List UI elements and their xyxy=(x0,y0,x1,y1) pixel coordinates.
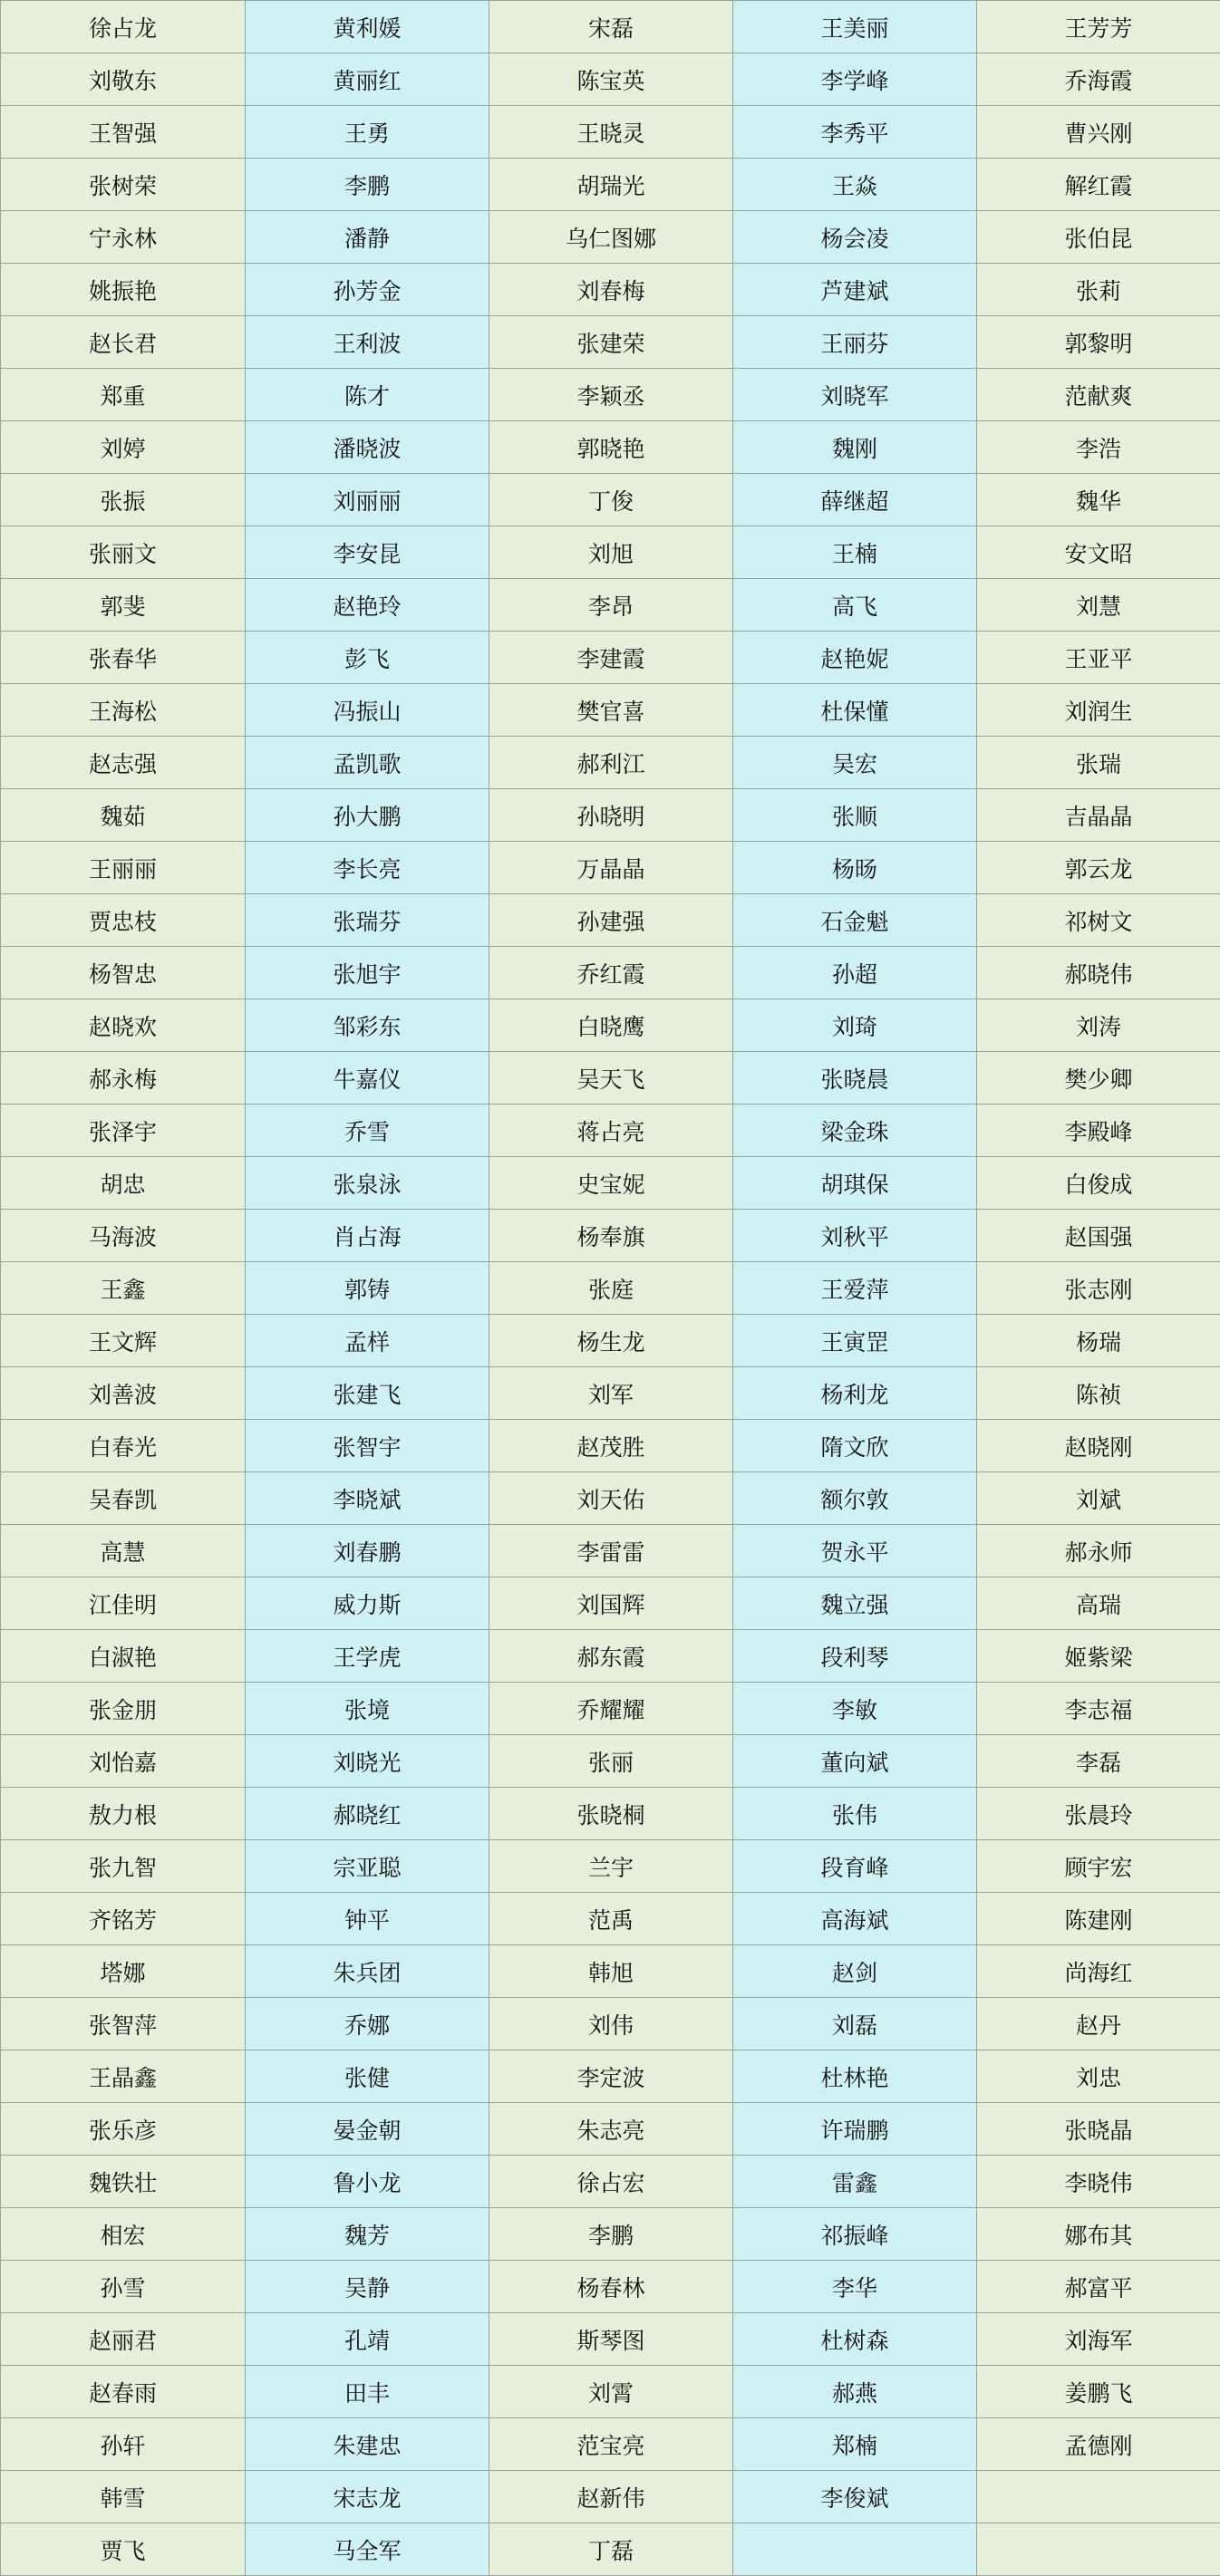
table-row xyxy=(1,1262,1220,1315)
table-row xyxy=(1,1840,1220,1893)
name-cell: 郭铸 xyxy=(246,1262,489,1315)
name-cell: 刘涛 xyxy=(977,999,1220,1052)
name-cell: 赵剑 xyxy=(733,1945,977,1998)
name-cell: 刘磊 xyxy=(733,1998,977,2050)
name-cell: 祁树文 xyxy=(977,894,1220,947)
name-cell: 刘怡嘉 xyxy=(1,1735,246,1788)
name-cell: 王寅罡 xyxy=(733,1315,977,1367)
name-cell: 郝利江 xyxy=(489,737,733,789)
name-cell: 安文昭 xyxy=(977,526,1220,579)
table-row xyxy=(1,2471,1220,2523)
table-row xyxy=(1,894,1220,947)
table-row xyxy=(1,1210,1220,1262)
table-row xyxy=(1,211,1220,264)
name-cell: 吴宏 xyxy=(733,737,977,789)
name-cell: 芦建斌 xyxy=(733,264,977,316)
name-cell: 王鑫 xyxy=(1,1262,246,1315)
name-cell: 李敏 xyxy=(733,1683,977,1735)
name-cell: 郑重 xyxy=(1,369,246,421)
name-cell: 彭飞 xyxy=(246,632,489,684)
name-cell: 张泉泳 xyxy=(246,1157,489,1210)
name-cell: 刘慧 xyxy=(977,579,1220,632)
name-cell: 张晓桐 xyxy=(489,1788,733,1840)
name-cell: 张莉 xyxy=(977,264,1220,316)
name-cell: 段利琴 xyxy=(733,1630,977,1683)
table-row xyxy=(1,316,1220,369)
name-cell: 张境 xyxy=(246,1683,489,1735)
name-cell: 隋文欣 xyxy=(733,1420,977,1472)
name-cell: 赵丹 xyxy=(977,1998,1220,2050)
name-cell: 高飞 xyxy=(733,579,977,632)
name-cell: 宗亚聪 xyxy=(246,1840,489,1893)
table-row xyxy=(1,264,1220,316)
name-cell: 陈才 xyxy=(246,369,489,421)
table-row xyxy=(1,474,1220,526)
name-cell: 赵晓欢 xyxy=(1,999,246,1052)
name-cell: 张丽 xyxy=(489,1735,733,1788)
name-cell: 张智宇 xyxy=(246,1420,489,1472)
name-cell: 赵国强 xyxy=(977,1210,1220,1262)
name-cell: 石金魁 xyxy=(733,894,977,947)
name-cell: 刘斌 xyxy=(977,1472,1220,1525)
name-cell: 吴静 xyxy=(246,2261,489,2313)
name-cell: 王勇 xyxy=(246,106,489,159)
name-cell: 张晓晶 xyxy=(977,2103,1220,2156)
name-cell: 李殿峰 xyxy=(977,1105,1220,1157)
name-cell: 李定波 xyxy=(489,2050,733,2103)
name-cell: 赵茂胜 xyxy=(489,1420,733,1472)
table-row xyxy=(1,1052,1220,1105)
table-row xyxy=(1,1472,1220,1525)
name-cell: 晏金朝 xyxy=(246,2103,489,2156)
name-cell: 李颖丞 xyxy=(489,369,733,421)
name-cell: 杨春林 xyxy=(489,2261,733,2313)
name-cell: 孔靖 xyxy=(246,2313,489,2366)
name-cell: 李鹏 xyxy=(489,2208,733,2261)
name-cell: 赵艳玲 xyxy=(246,579,489,632)
name-cell: 顾宇宏 xyxy=(977,1840,1220,1893)
name-cell: 范禹 xyxy=(489,1893,733,1945)
name-cell: 郝东霞 xyxy=(489,1630,733,1683)
name-cell: 胡琪保 xyxy=(733,1157,977,1210)
name-cell: 张旭宇 xyxy=(246,947,489,999)
table-row xyxy=(1,2050,1220,2103)
name-cell: 白晓鹰 xyxy=(489,999,733,1052)
name-cell: 白俊成 xyxy=(977,1157,1220,1210)
name-cell: 史宝妮 xyxy=(489,1157,733,1210)
table-row xyxy=(1,159,1220,211)
table-row xyxy=(1,2208,1220,2261)
name-cell: 斯琴图 xyxy=(489,2313,733,2366)
name-cell: 张建飞 xyxy=(246,1367,489,1420)
name-cell: 乌仁图娜 xyxy=(489,211,733,264)
name-cell: 魏芳 xyxy=(246,2208,489,2261)
name-cell: 张泽宇 xyxy=(1,1105,246,1157)
table-row xyxy=(1,2261,1220,2313)
name-cell: 黄利媛 xyxy=(246,1,489,53)
name-cell: 李秀平 xyxy=(733,106,977,159)
name-cell xyxy=(977,2471,1220,2523)
name-cell: 郭晓艳 xyxy=(489,421,733,474)
name-cell: 张瑞 xyxy=(977,737,1220,789)
name-cell xyxy=(977,2523,1220,2576)
name-cell: 贺永平 xyxy=(733,1525,977,1577)
table-row xyxy=(1,1893,1220,1945)
name-cell: 李鹏 xyxy=(246,159,489,211)
name-cell: 郝永师 xyxy=(977,1525,1220,1577)
name-cell: 李华 xyxy=(733,2261,977,2313)
name-cell: 孟德刚 xyxy=(977,2418,1220,2471)
name-cell: 王海松 xyxy=(1,684,246,737)
table-row xyxy=(1,789,1220,842)
name-cell: 徐占龙 xyxy=(1,1,246,53)
name-table-body xyxy=(1,1,1220,2576)
name-cell: 刘霄 xyxy=(489,2366,733,2418)
name-cell: 许瑞鹏 xyxy=(733,2103,977,2156)
table-row xyxy=(1,1105,1220,1157)
table-row xyxy=(1,2103,1220,2156)
name-cell: 杨瑞 xyxy=(977,1315,1220,1367)
name-cell: 万晶晶 xyxy=(489,842,733,894)
table-row xyxy=(1,1315,1220,1367)
name-cell: 郭黎明 xyxy=(977,316,1220,369)
name-cell: 王丽芬 xyxy=(733,316,977,369)
name-cell: 李志福 xyxy=(977,1683,1220,1735)
name-cell: 胡忠 xyxy=(1,1157,246,1210)
name-cell: 李昂 xyxy=(489,579,733,632)
name-cell: 张智萍 xyxy=(1,1998,246,2050)
name-cell: 李磊 xyxy=(977,1735,1220,1788)
name-cell: 刘丽丽 xyxy=(246,474,489,526)
table-row xyxy=(1,1945,1220,1998)
table-row xyxy=(1,842,1220,894)
name-cell: 刘忠 xyxy=(977,2050,1220,2103)
name-cell: 塔娜 xyxy=(1,1945,246,1998)
name-cell: 郝燕 xyxy=(733,2366,977,2418)
table-row xyxy=(1,1157,1220,1210)
name-cell: 张乐彦 xyxy=(1,2103,246,2156)
name-cell: 孙晓明 xyxy=(489,789,733,842)
name-cell: 郝晓伟 xyxy=(977,947,1220,999)
name-cell: 丁俊 xyxy=(489,474,733,526)
name-cell: 樊少卿 xyxy=(977,1052,1220,1105)
name-cell: 孙雪 xyxy=(1,2261,246,2313)
name-cell: 曹兴刚 xyxy=(977,106,1220,159)
name-cell: 解红霞 xyxy=(977,159,1220,211)
name-cell: 乔耀耀 xyxy=(489,1683,733,1735)
name-cell: 朱志亮 xyxy=(489,2103,733,2156)
name-cell: 吴春凯 xyxy=(1,1472,246,1525)
name-cell: 郝富平 xyxy=(977,2261,1220,2313)
table-row xyxy=(1,1367,1220,1420)
name-cell: 李雷雷 xyxy=(489,1525,733,1577)
name-cell: 刘婷 xyxy=(1,421,246,474)
name-cell: 郑楠 xyxy=(733,2418,977,2471)
table-row xyxy=(1,999,1220,1052)
name-cell: 杨利龙 xyxy=(733,1367,977,1420)
name-cell: 梁金珠 xyxy=(733,1105,977,1157)
name-cell: 赵春雨 xyxy=(1,2366,246,2418)
name-cell: 朱兵团 xyxy=(246,1945,489,1998)
name-cell: 祁振峰 xyxy=(733,2208,977,2261)
name-cell: 郝晓红 xyxy=(246,1788,489,1840)
name-cell: 张九智 xyxy=(1,1840,246,1893)
name-cell: 张庭 xyxy=(489,1262,733,1315)
name-cell: 娜布其 xyxy=(977,2208,1220,2261)
name-cell xyxy=(733,2523,977,2576)
name-cell: 刘海军 xyxy=(977,2313,1220,2366)
table-row xyxy=(1,1630,1220,1683)
name-cell: 丁磊 xyxy=(489,2523,733,2576)
name-cell: 王智强 xyxy=(1,106,246,159)
name-cell: 刘国辉 xyxy=(489,1577,733,1630)
table-row xyxy=(1,684,1220,737)
table-row xyxy=(1,421,1220,474)
name-cell: 蒋占亮 xyxy=(489,1105,733,1157)
name-cell: 张瑞芬 xyxy=(246,894,489,947)
name-cell: 王亚平 xyxy=(977,632,1220,684)
name-cell: 乔雪 xyxy=(246,1105,489,1157)
name-cell: 潘静 xyxy=(246,211,489,264)
name-cell: 刘伟 xyxy=(489,1998,733,2050)
name-cell: 威力斯 xyxy=(246,1577,489,1630)
name-cell: 赵志强 xyxy=(1,737,246,789)
table-row xyxy=(1,1735,1220,1788)
name-cell: 赵丽君 xyxy=(1,2313,246,2366)
name-cell: 孟凯歌 xyxy=(246,737,489,789)
name-cell: 王丽丽 xyxy=(1,842,246,894)
name-cell: 杨生龙 xyxy=(489,1315,733,1367)
table-row xyxy=(1,947,1220,999)
name-cell: 郭云龙 xyxy=(977,842,1220,894)
name-cell: 赵新伟 xyxy=(489,2471,733,2523)
name-cell: 张志刚 xyxy=(977,1262,1220,1315)
name-cell: 范献爽 xyxy=(977,369,1220,421)
table-row xyxy=(1,1577,1220,1630)
name-cell: 刘春鹏 xyxy=(246,1525,489,1577)
name-cell: 张振 xyxy=(1,474,246,526)
name-cell: 邹彩东 xyxy=(246,999,489,1052)
table-row xyxy=(1,1525,1220,1577)
name-cell: 尚海红 xyxy=(977,1945,1220,1998)
name-cell: 刘旭 xyxy=(489,526,733,579)
name-cell: 赵艳妮 xyxy=(733,632,977,684)
name-cell: 潘晓波 xyxy=(246,421,489,474)
name-cell: 郝永梅 xyxy=(1,1052,246,1105)
name-cell: 孙芳金 xyxy=(246,264,489,316)
name-cell: 白春光 xyxy=(1,1420,246,1472)
name-cell: 乔海霞 xyxy=(977,53,1220,106)
name-cell: 李浩 xyxy=(977,421,1220,474)
name-cell: 钟平 xyxy=(246,1893,489,1945)
name-cell: 李安昆 xyxy=(246,526,489,579)
name-cell: 姜鹏飞 xyxy=(977,2366,1220,2418)
name-cell: 陈祯 xyxy=(977,1367,1220,1420)
name-cell: 兰宇 xyxy=(489,1840,733,1893)
name-cell: 杨旸 xyxy=(733,842,977,894)
table-row xyxy=(1,526,1220,579)
name-cell: 赵晓刚 xyxy=(977,1420,1220,1472)
name-cell: 吉晶晶 xyxy=(977,789,1220,842)
name-cell: 魏华 xyxy=(977,474,1220,526)
name-cell: 徐占宏 xyxy=(489,2156,733,2208)
name-cell: 杨会凌 xyxy=(733,211,977,264)
name-cell: 孙大鹏 xyxy=(246,789,489,842)
name-cell: 刘琦 xyxy=(733,999,977,1052)
name-cell: 刘春梅 xyxy=(489,264,733,316)
name-cell: 孟样 xyxy=(246,1315,489,1367)
name-cell: 刘军 xyxy=(489,1367,733,1420)
name-cell: 刘天佑 xyxy=(489,1472,733,1525)
name-cell: 胡瑞光 xyxy=(489,159,733,211)
name-cell: 张金朋 xyxy=(1,1683,246,1735)
name-cell: 张顺 xyxy=(733,789,977,842)
name-cell: 肖占海 xyxy=(246,1210,489,1262)
name-cell: 张伯昆 xyxy=(977,211,1220,264)
name-cell: 樊官喜 xyxy=(489,684,733,737)
name-cell: 乔红霞 xyxy=(489,947,733,999)
name-cell: 张伟 xyxy=(733,1788,977,1840)
name-cell: 王利波 xyxy=(246,316,489,369)
table-row xyxy=(1,579,1220,632)
name-cell: 李学峰 xyxy=(733,53,977,106)
name-cell: 王爱萍 xyxy=(733,1262,977,1315)
table-row xyxy=(1,1420,1220,1472)
name-cell: 杜树森 xyxy=(733,2313,977,2366)
name-cell: 王学虎 xyxy=(246,1630,489,1683)
name-cell: 宋志龙 xyxy=(246,2471,489,2523)
name-cell: 高瑞 xyxy=(977,1577,1220,1630)
name-cell: 白淑艳 xyxy=(1,1630,246,1683)
table-row xyxy=(1,2418,1220,2471)
name-cell: 江佳明 xyxy=(1,1577,246,1630)
name-cell: 刘善波 xyxy=(1,1367,246,1420)
table-row xyxy=(1,632,1220,684)
name-cell: 雷鑫 xyxy=(733,2156,977,2208)
name-cell: 杜保懂 xyxy=(733,684,977,737)
name-cell: 鲁小龙 xyxy=(246,2156,489,2208)
name-cell: 张晓晨 xyxy=(733,1052,977,1105)
name-cell: 王美丽 xyxy=(733,1,977,53)
name-cell: 黄丽红 xyxy=(246,53,489,106)
name-cell: 孙建强 xyxy=(489,894,733,947)
name-cell: 张春华 xyxy=(1,632,246,684)
name-cell: 额尔敦 xyxy=(733,1472,977,1525)
name-cell: 高慧 xyxy=(1,1525,246,1577)
name-cell: 赵长君 xyxy=(1,316,246,369)
name-cell: 薛继超 xyxy=(733,474,977,526)
name-cell: 韩雪 xyxy=(1,2471,246,2523)
name-cell: 张建荣 xyxy=(489,316,733,369)
name-cell: 魏刚 xyxy=(733,421,977,474)
name-cell: 段育峰 xyxy=(733,1840,977,1893)
name-cell: 王楠 xyxy=(733,526,977,579)
name-cell: 相宏 xyxy=(1,2208,246,2261)
name-cell: 杨智忠 xyxy=(1,947,246,999)
name-cell: 王晓灵 xyxy=(489,106,733,159)
name-cell: 杜林艳 xyxy=(733,2050,977,2103)
name-cell: 张树荣 xyxy=(1,159,246,211)
name-cell: 董向斌 xyxy=(733,1735,977,1788)
name-cell: 乔娜 xyxy=(246,1998,489,2050)
name-cell: 高海斌 xyxy=(733,1893,977,1945)
name-cell: 李建霞 xyxy=(489,632,733,684)
table-row xyxy=(1,369,1220,421)
name-cell: 王文辉 xyxy=(1,1315,246,1367)
name-cell: 刘晓军 xyxy=(733,369,977,421)
name-cell: 刘敬东 xyxy=(1,53,246,106)
name-cell: 刘秋平 xyxy=(733,1210,977,1262)
name-cell: 陈宝英 xyxy=(489,53,733,106)
name-cell: 魏茹 xyxy=(1,789,246,842)
table-row xyxy=(1,106,1220,159)
table-row xyxy=(1,2156,1220,2208)
table-row xyxy=(1,1,1220,53)
name-cell: 朱建忠 xyxy=(246,2418,489,2471)
name-cell: 姚振艳 xyxy=(1,264,246,316)
name-cell: 牛嘉仪 xyxy=(246,1052,489,1105)
name-cell: 范宝亮 xyxy=(489,2418,733,2471)
name-cell: 马海波 xyxy=(1,1210,246,1262)
name-cell: 冯振山 xyxy=(246,684,489,737)
table-row xyxy=(1,1788,1220,1840)
name-cell: 宁永林 xyxy=(1,211,246,264)
name-cell: 陈建刚 xyxy=(977,1893,1220,1945)
name-cell: 吴天飞 xyxy=(489,1052,733,1105)
name-cell: 李晓斌 xyxy=(246,1472,489,1525)
name-cell: 魏立强 xyxy=(733,1577,977,1630)
name-cell: 马全军 xyxy=(246,2523,489,2576)
name-cell: 王晶鑫 xyxy=(1,2050,246,2103)
name-cell: 孙轩 xyxy=(1,2418,246,2471)
name-cell: 张晨玲 xyxy=(977,1788,1220,1840)
name-cell: 贾飞 xyxy=(1,2523,246,2576)
name-cell: 孙超 xyxy=(733,947,977,999)
table-row xyxy=(1,2366,1220,2418)
name-cell: 齐铭芳 xyxy=(1,1893,246,1945)
table-row xyxy=(1,2523,1220,2576)
name-cell: 张健 xyxy=(246,2050,489,2103)
name-cell: 敖力根 xyxy=(1,1788,246,1840)
name-cell: 李晓伟 xyxy=(977,2156,1220,2208)
name-cell: 王焱 xyxy=(733,159,977,211)
name-cell: 韩旭 xyxy=(489,1945,733,1998)
table-row xyxy=(1,53,1220,106)
name-cell: 宋磊 xyxy=(489,1,733,53)
name-cell: 李长亮 xyxy=(246,842,489,894)
name-cell: 杨奉旗 xyxy=(489,1210,733,1262)
name-cell: 王芳芳 xyxy=(977,1,1220,53)
name-cell: 张丽文 xyxy=(1,526,246,579)
table-row xyxy=(1,2313,1220,2366)
name-cell: 贾忠枝 xyxy=(1,894,246,947)
table-row xyxy=(1,1998,1220,2050)
name-cell: 郭斐 xyxy=(1,579,246,632)
name-cell: 姬紫梁 xyxy=(977,1630,1220,1683)
table-row xyxy=(1,1683,1220,1735)
name-cell: 刘润生 xyxy=(977,684,1220,737)
name-cell: 李俊斌 xyxy=(733,2471,977,2523)
name-cell: 田丰 xyxy=(246,2366,489,2418)
name-cell: 刘晓光 xyxy=(246,1735,489,1788)
name-cell: 魏铁壮 xyxy=(1,2156,246,2208)
table-row xyxy=(1,737,1220,789)
